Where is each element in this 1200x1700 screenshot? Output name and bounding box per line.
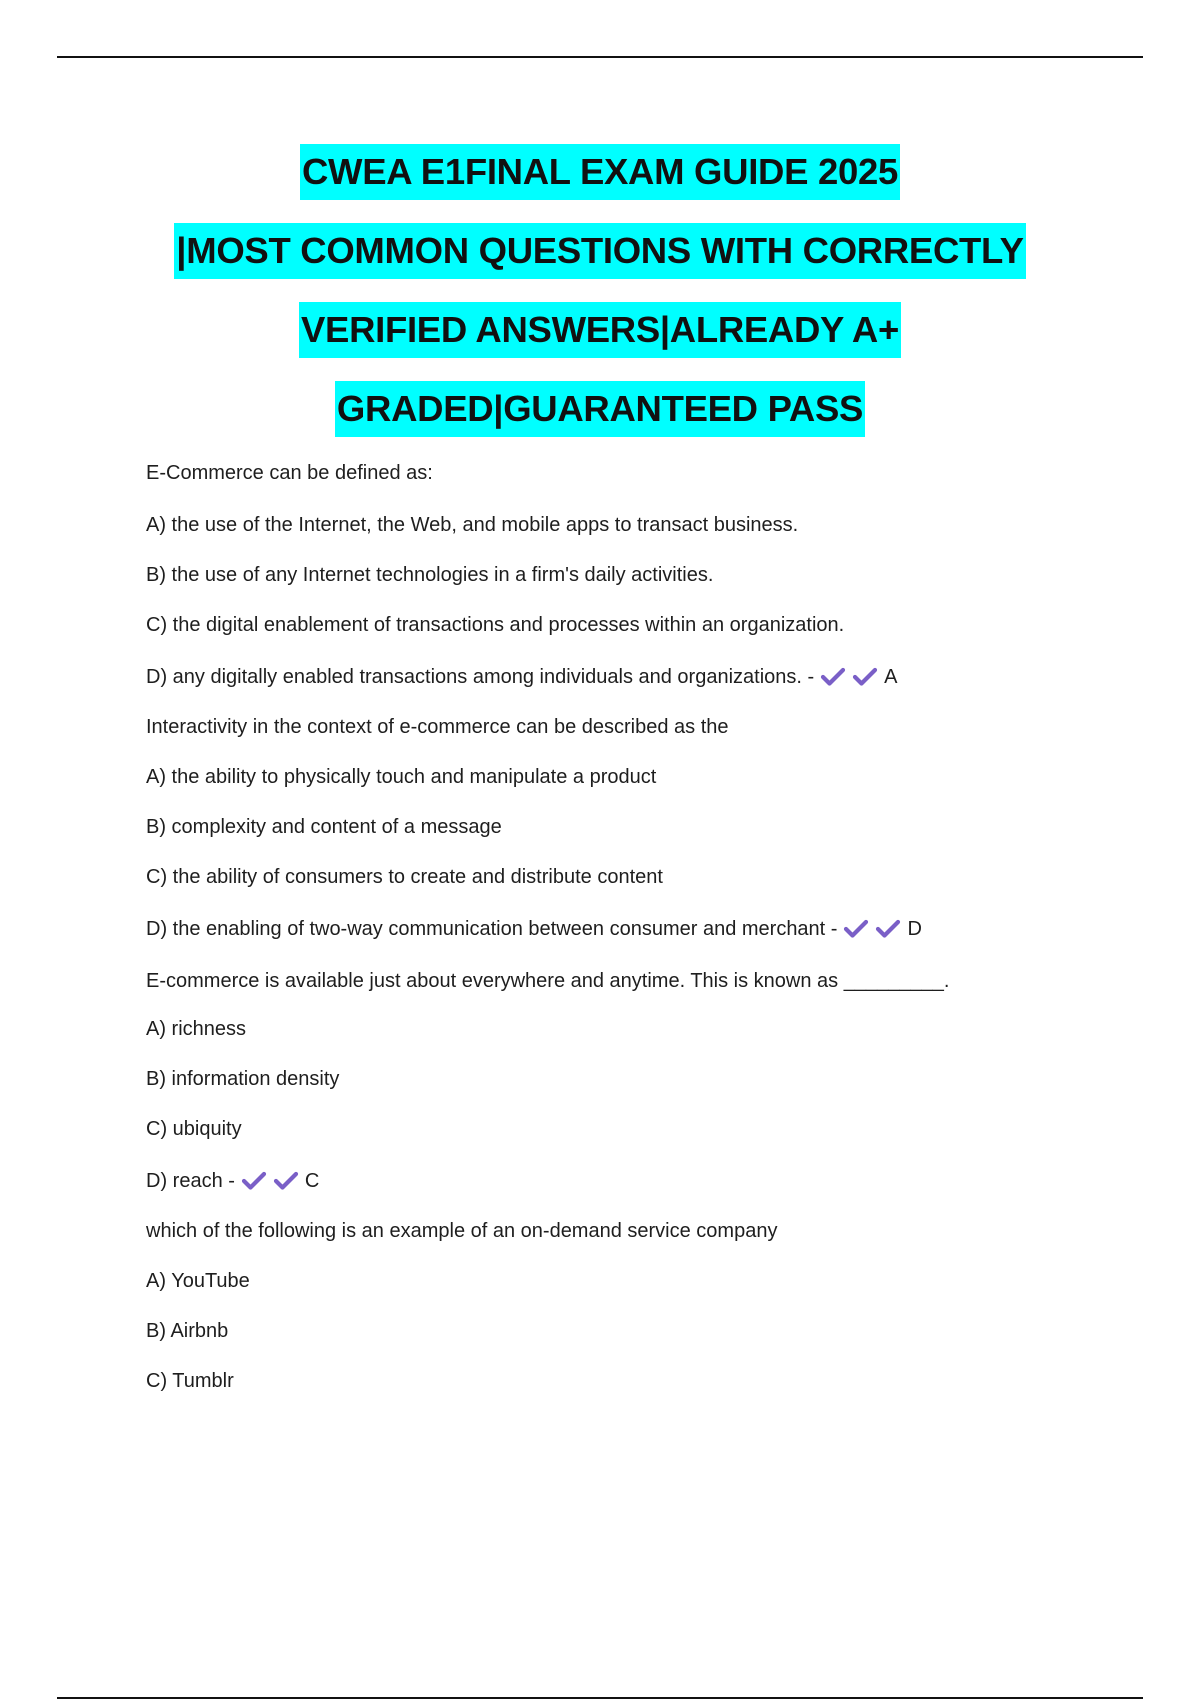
top-rule (57, 56, 1143, 58)
option-2c: C) the ability of consumers to create and distribute content (146, 866, 663, 888)
option-1a: A) the use of the Internet, the Web, and mobile apps to transact business. (146, 514, 799, 536)
question-prompt-2: Interactivity in the context of e-commerce can be described as the (146, 716, 729, 738)
question-prompt-3: E-commerce is available just about everywhere and anytime. This is known as _________. (146, 970, 950, 992)
title-line-4: GRADED|GUARANTEED PASS (0, 381, 1200, 460)
bottom-rule (57, 1697, 1143, 1699)
question-prompt-4: which of the following is an example of an on-demand service company (146, 1220, 778, 1242)
document-title (0, 144, 1200, 460)
option-3d: D) reach - C (146, 1167, 1106, 1195)
answer-mark-1 (820, 663, 897, 691)
answer-letter-2: D (907, 918, 922, 940)
option-1b: B) the use of any Internet technologies in a firm's daily activities. (146, 564, 714, 586)
title-line-2: |MOST COMMON QUESTIONS WITH CORRECTLY (0, 223, 1200, 302)
answer-letter-3: C (304, 1170, 320, 1192)
answer-mark-3 (241, 1167, 319, 1195)
option-2d: D) the enabling of two-way communication between consumer and merchant - D (146, 915, 1106, 943)
check-icon (843, 919, 869, 939)
check-icon (273, 1171, 299, 1191)
check-icon (852, 667, 878, 687)
question-list (146, 459, 1106, 1395)
option-4b: B) Airbnb (146, 1320, 229, 1342)
check-icon (241, 1171, 267, 1191)
option-1d: D) any digitally enabled transactions among individuals and organizations. - A (146, 663, 1106, 691)
option-1c: C) the digital enablement of transactions and processes within an organization. (146, 614, 845, 636)
check-icon (875, 919, 901, 939)
option-2a: A) the ability to physically touch and manipulate a product (146, 766, 657, 788)
option-4c: C) Tumblr (146, 1370, 234, 1392)
check-icon (820, 667, 846, 687)
option-3a: A) richness (146, 1018, 247, 1040)
title-line-3: VERIFIED ANSWERS|ALREADY A+ (0, 302, 1200, 381)
answer-letter-1: A (884, 666, 898, 688)
option-4a: A) YouTube (146, 1270, 250, 1292)
answer-mark-2 (843, 915, 921, 943)
question-prompt-1: E-Commerce can be defined as: (146, 462, 433, 484)
option-2b: B) complexity and content of a message (146, 816, 502, 838)
option-3b: B) information density (146, 1068, 340, 1090)
title-line-1: CWEA E1FINAL EXAM GUIDE 2025 (0, 144, 1200, 223)
option-3c: C) ubiquity (146, 1118, 242, 1140)
